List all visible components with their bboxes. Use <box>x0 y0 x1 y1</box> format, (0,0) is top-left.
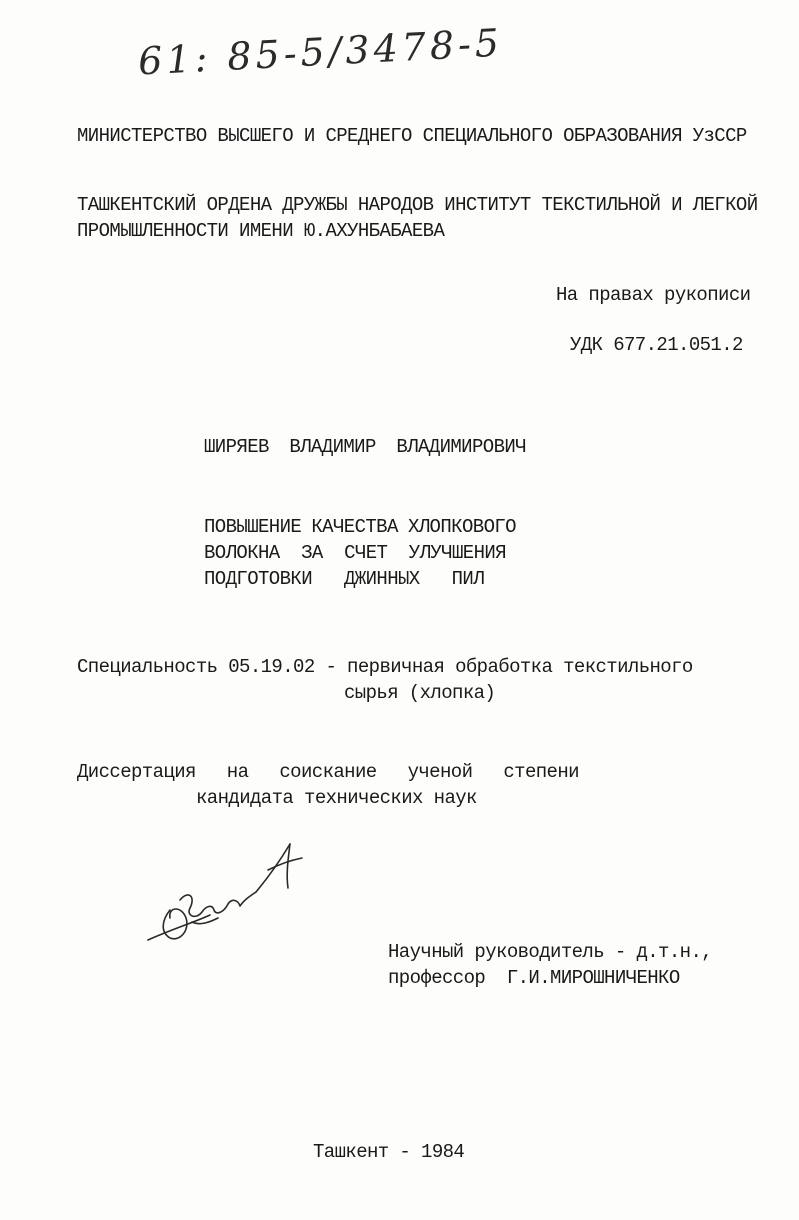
specialty-line-1: Специальность 05.19.02 - первичная обработка текстильного <box>77 656 693 678</box>
supervisor-position: профессор <box>388 967 486 989</box>
supervisor-name: Г.И.МИРОШНИЧЕНКО <box>506 967 680 989</box>
title-line-1 <box>204 515 516 539</box>
title-word: ВОЛОКНА <box>204 542 280 564</box>
dissertation-word: степени <box>503 761 579 783</box>
title-word: УЛУЧШЕНИЯ <box>408 542 506 564</box>
dissertation-word: соискание <box>279 761 377 783</box>
supervisor-line-2 <box>388 966 680 990</box>
ministry-heading: МИНИСТЕРСТВО ВЫСШЕГО И СРЕДНЕГО СПЕЦИАЛЬНОГО ОБРАЗОВАНИЯ УзССР <box>77 125 747 147</box>
specialty-line-2: сырья (хлопка) <box>344 682 496 704</box>
udc-code: УДК 677.21.051.2 <box>570 334 743 356</box>
dissertation-word: ученой <box>407 761 473 783</box>
title-word: ЗА <box>301 542 323 564</box>
signature-image <box>140 830 310 955</box>
title-line-2 <box>204 541 506 565</box>
title-word: ДЖИННЫХ <box>344 568 420 590</box>
title-word: ХЛОПКОВОГО <box>407 516 516 538</box>
dissertation-word: Диссертация <box>77 761 196 783</box>
dissertation-word: на <box>226 761 249 783</box>
dissertation-line-2: кандидата технических наук <box>196 787 477 809</box>
author-name <box>204 435 526 459</box>
institute-line-2: ПРОМЫШЛЕННОСТИ ИМЕНИ Ю.АХУНБАБАЕВА <box>77 220 445 242</box>
author-first-name: ВЛАДИМИР <box>289 436 376 458</box>
archive-number-handwritten: 61: 85-5/3478-5 <box>137 20 505 84</box>
title-word: ПИЛ <box>451 568 484 590</box>
institute-line-1: ТАШКЕНТСКИЙ ОРДЕНА ДРУЖБЫ НАРОДОВ ИНСТИТУТ ТЕКСТИЛЬНОЙ И ЛЕГКОЙ <box>77 194 758 216</box>
author-patronymic: ВЛАДИМИРОВИЧ <box>396 436 526 458</box>
city-year-footer: Ташкент - 1984 <box>313 1141 465 1163</box>
title-word: СЧЕТ <box>344 542 388 564</box>
rights-note: На правах рукописи <box>556 284 751 306</box>
title-word: КАЧЕСТВА <box>311 516 398 538</box>
author-surname: ШИРЯЕВ <box>204 436 269 458</box>
supervisor-line-1: Научный руководитель - д.т.н., <box>388 941 713 963</box>
title-line-3 <box>204 567 484 591</box>
dissertation-line-1 <box>77 760 579 784</box>
title-word: ПОДГОТОВКИ <box>204 568 313 590</box>
title-word: ПОВЫШЕНИЕ <box>204 516 302 538</box>
